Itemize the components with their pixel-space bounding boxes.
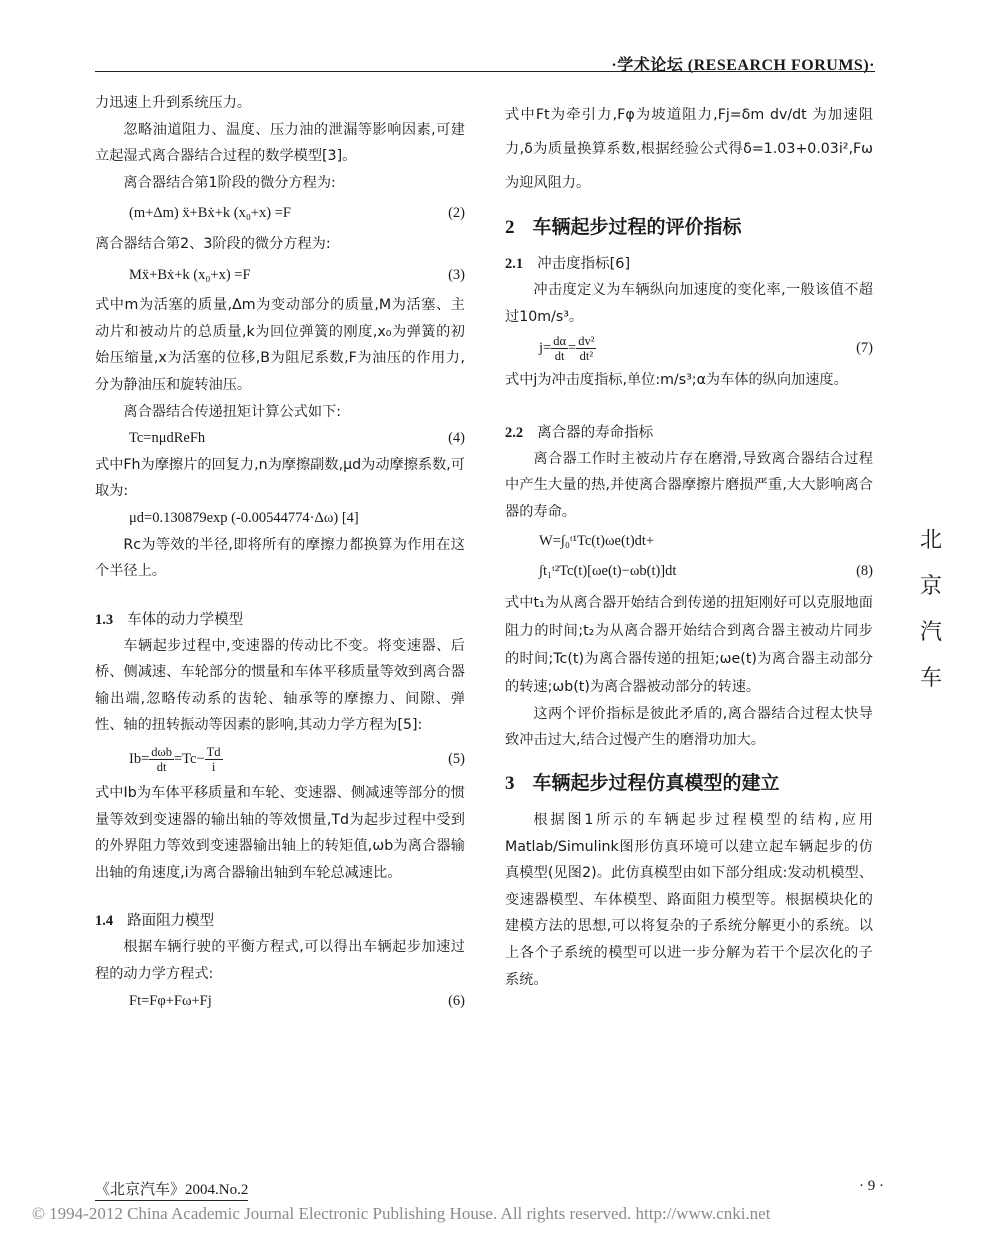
equation-number: (2) bbox=[448, 205, 465, 222]
equation-number: (5) bbox=[448, 751, 465, 768]
sidebar-char: 车 bbox=[919, 666, 942, 691]
section-heading-1-3 bbox=[95, 607, 465, 633]
sidebar-char: 京 bbox=[919, 574, 942, 599]
equation-body: W=∫₀ᵗ¹Tc(t)ωe(t)dt+ bbox=[539, 532, 655, 549]
equation-body: Ft=Fφ+Fω+Fj bbox=[129, 992, 212, 1009]
equation-number: (4) bbox=[448, 430, 465, 447]
equation-body: Mẍ+Bẋ+k (x₀+x) =F bbox=[129, 266, 251, 283]
paragraph: 根据图1所示的车辆起步过程模型的结构,应用Matlab/Simulink图形仿真环境可以建立起车辆起步的仿真模型(见图2)。此仿真模型由如下部分组成:发动机模型、变速器模型、车体模型、路面阻力模型等。根据模块化的建模方法的思想,可以将复杂的子系统分解更小的系统。以上各个子系统的模型可以进一步分解为若干个层次化的子系统。 bbox=[505, 811, 873, 988]
eq-mid: =Tc− bbox=[174, 750, 205, 767]
fraction bbox=[576, 334, 596, 363]
denominator: dt bbox=[554, 349, 565, 364]
section-number: 2 bbox=[505, 217, 515, 238]
paragraph: 这两个评价指标是彼此矛盾的,离合器结合过程太快导致冲击过大,结合过慢产生的磨滑功加大。 bbox=[505, 705, 873, 749]
equation-4 bbox=[95, 425, 465, 452]
page-number: · 9 · bbox=[859, 1178, 884, 1194]
sidebar-char: 北 bbox=[919, 528, 942, 553]
sidebar-char: 汽 bbox=[919, 620, 942, 645]
running-header: ·学术论坛 (RESEARCH FORUMS)· bbox=[611, 57, 875, 74]
equation-body bbox=[539, 334, 596, 363]
header-rule bbox=[95, 71, 875, 72]
section-number: 1.3 bbox=[95, 611, 114, 628]
sidebar-journal-name bbox=[917, 518, 945, 702]
paragraph: 冲击度定义为车辆纵向加速度的变化率,一般该值不超过10m/s³。 bbox=[505, 282, 873, 325]
paragraph: 力迅速上升到系统压力。 bbox=[95, 95, 252, 111]
section-number: 2.1 bbox=[505, 256, 524, 272]
equation-number: (6) bbox=[448, 992, 465, 1009]
equation-8b bbox=[505, 558, 873, 585]
denominator: i bbox=[211, 760, 216, 775]
paragraph: 式中Ft为牵引力,Fφ为坡道阻力,Fj=δm dv/dt 为加速阻力,δ为质量换算系数,根据经验公式得δ=1.03+0.03i²,Fω为迎风阻力。 bbox=[505, 107, 873, 191]
section-heading-2-2 bbox=[505, 420, 873, 446]
section-title: 冲击度指标[6] bbox=[537, 256, 631, 272]
fraction bbox=[149, 745, 174, 774]
section-title: 离合器的寿命指标 bbox=[537, 424, 654, 441]
section-title: 车辆起步过程的评价指标 bbox=[532, 216, 742, 238]
equation-body: Tc=nμdReFh bbox=[129, 430, 206, 447]
paragraph: 式中j为冲击度指标,单位:m/s³;α为车体的纵向加速度。 bbox=[505, 372, 848, 389]
paragraph: Rc为等效的半径,即将所有的摩擦力都换算为作用在这个半径上。 bbox=[95, 536, 465, 580]
numerator: dv² bbox=[578, 334, 595, 349]
section-number: 1.4 bbox=[95, 913, 114, 930]
equation-7 bbox=[505, 334, 873, 363]
paragraph: 忽略油道阻力、温度、压力油的泄漏等影响因素,可建立起湿式离合器结合过程的数学模型[3]。 bbox=[95, 121, 465, 165]
eq-mid: = bbox=[568, 340, 577, 357]
section-title: 车体的动力学模型 bbox=[127, 611, 244, 628]
right-column bbox=[505, 98, 873, 993]
footer-journal: 《北京汽车》2004.No.2 bbox=[95, 1178, 248, 1201]
equation-body: μd=0.130879exp (-0.00544774·Δω) [4] bbox=[129, 509, 359, 526]
eq-lhs: Ib= bbox=[129, 750, 150, 767]
paragraph: 车辆起步过程中,变速器的传动比不变。将变速器、后桥、侧减速、车轮部分的惯量和车体平移质量等效到离合器输出端,忽略传动系的齿轮、轴承等的摩擦力、间隙、弹性、轴的扭转振动等因素的影响,其动力学方程为[5]: bbox=[95, 637, 465, 734]
section-number: 2.2 bbox=[505, 424, 524, 441]
equation-5 bbox=[95, 745, 465, 774]
paragraph: 离合器工作时主被动片存在磨滑,导致离合器结合过程中产生大量的热,并使离合器摩擦片磨损严重,大大影响离合器的寿命。 bbox=[505, 450, 873, 520]
equation-body bbox=[129, 745, 223, 774]
equation-3 bbox=[95, 262, 465, 289]
section-number: 3 bbox=[505, 772, 515, 794]
paragraph: 式中Ib为车体平移质量和车轮、变速器、侧减速等部分的惯量等效到变速器的输出轴的等效惯量,Td为起步过程中受到的外界阻力等效到变速器输出轴上的转矩值,ωb为离合器输出轴的角速度,i为离合器输出轴到车轮总减速比。 bbox=[95, 785, 465, 881]
denominator: dt bbox=[156, 760, 167, 775]
paragraph: 式中Fh为摩擦片的回复力,n为摩擦副数,μd为动摩擦系数,可取为: bbox=[95, 456, 465, 500]
section-title: 路面阻力模型 bbox=[127, 913, 215, 930]
numerator: dα bbox=[553, 334, 567, 349]
section-heading-2-1 bbox=[505, 251, 873, 277]
fraction bbox=[205, 745, 223, 774]
equation-number: (7) bbox=[856, 340, 873, 357]
equation-body: (m+Δm) ẍ+Bẋ+k (x₀+x) =F bbox=[129, 205, 291, 222]
equation-number: (3) bbox=[448, 266, 465, 283]
denominator: dt² bbox=[579, 349, 594, 364]
equation-number: (8) bbox=[856, 563, 873, 580]
section-heading-3 bbox=[505, 768, 873, 799]
section-heading-1-4 bbox=[95, 908, 465, 934]
equation-8a bbox=[505, 528, 873, 555]
paragraph: 离合器结合第1阶段的微分方程为: bbox=[123, 174, 336, 191]
paragraph: 式中m为活塞的质量,Δm为变动部分的质量,M为活塞、主动片和被动片的总质量,k为回位弹簧的刚度,x₀为弹簧的初始压缩量,x为活塞的位移,B为阻尼系数,F为油压的作用力,分为静油压和旋转油压。 bbox=[95, 297, 465, 393]
equation-body: ∫t₁ᵗ²Tc(t)[ωe(t)−ωb(t)]dt bbox=[539, 563, 677, 580]
paragraph: 根据车辆行驶的平衡方程式,可以得出车辆起步加速过程的动力学方程式: bbox=[95, 939, 465, 983]
left-column bbox=[95, 90, 465, 1014]
numerator: Td bbox=[206, 745, 221, 760]
paragraph: 式中t₁为从离合器开始结合到传递的扭矩刚好可以克服地面阻力的时间;t₂为从离合器开始结合到离合器主被动片同步的时间;Tc(t)为离合器传递的扭矩;ωe(t)为离合器主动部分的转速;ωb(t)为离合器被动部分的转速。 bbox=[505, 594, 873, 695]
numerator: dωb bbox=[151, 745, 172, 760]
equation-2 bbox=[95, 200, 465, 227]
section-title: 车辆起步过程仿真模型的建立 bbox=[532, 771, 780, 794]
paragraph: 离合器结合第2、3阶段的微分方程为: bbox=[95, 235, 331, 252]
paragraph: 离合器结合传递扭矩计算公式如下: bbox=[123, 403, 341, 420]
eq-lhs: j= bbox=[539, 340, 552, 357]
copyright-notice: © 1994-2012 China Academic Journal Electronic Publishing House. All rights reserved. http://www.cnki.net bbox=[32, 1204, 771, 1223]
equation-mu bbox=[95, 505, 465, 532]
equation-6 bbox=[95, 988, 465, 1015]
section-heading-2 bbox=[505, 212, 873, 243]
fraction bbox=[551, 334, 568, 363]
